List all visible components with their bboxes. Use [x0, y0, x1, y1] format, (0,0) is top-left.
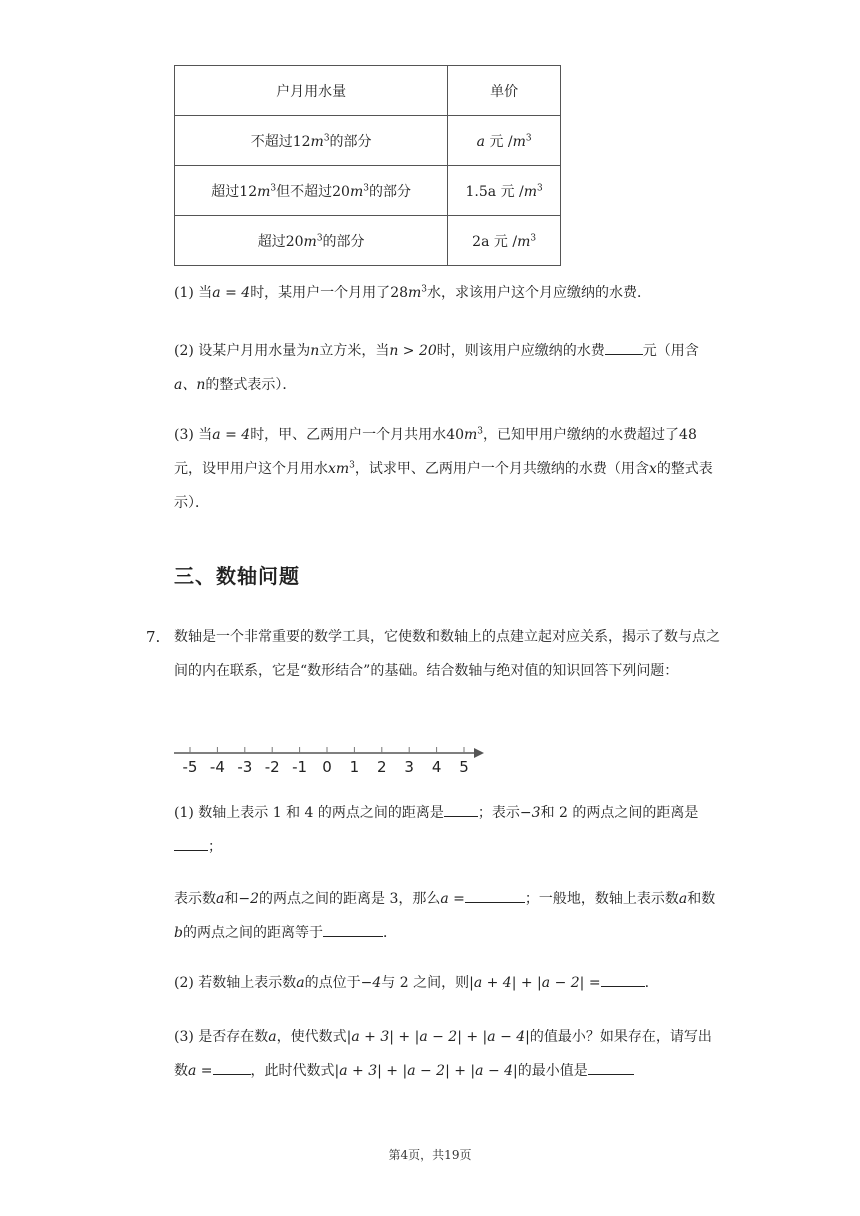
problem-number: 7.	[146, 628, 161, 646]
number-line-tick-label: 3	[404, 758, 414, 776]
part-1b: 表示数a和−2的两点之间的距离是 3，那么a = ；一般地，数轴上表示数a和数b的两点之间的距离等于 ．	[174, 891, 716, 941]
usage-cell: 超过$12m^3$但不超过$20m^3$的部分	[175, 166, 448, 216]
number-line-svg	[174, 738, 494, 778]
table-row	[175, 166, 561, 216]
number-line-tick-label: 1	[349, 758, 360, 776]
price-cell: a 元 $/m^3$	[448, 116, 561, 166]
part-1: (1) 数轴上表示 1 和 4 的两点之间的距离是 ；表示−3和 2 的两点之间的距离是；	[174, 805, 699, 855]
answer-blank[interactable]	[323, 924, 383, 937]
water-price-table	[174, 65, 561, 266]
number-line-tick-label: 2	[377, 758, 387, 776]
answer-blank[interactable]	[465, 890, 525, 903]
header-price: 单价	[448, 66, 561, 116]
price-cell: 2a 元 $/m^3$	[448, 216, 561, 266]
table-row	[175, 116, 561, 166]
answer-blank[interactable]	[174, 838, 208, 851]
part-3: (3) 是否存在数a，使代数式|a + 3| + |a − 2| + |a − 4|的值最小？如果存在，请写出数a = ，此时代数式|a + 3| + |a − 2| + |a − 4|的最小值是	[174, 1029, 712, 1079]
answer-blank[interactable]	[588, 1062, 634, 1075]
number-line-tick-label: -3	[237, 758, 253, 776]
question-3: (3) 当a = 4时，甲、乙两用户一个月共用水$40m^3$，已知甲用户缴纳的水费超过了48元，设甲用户这个月用水$xm^3$，试求甲、乙两用户一个月共缴纳的水费（用含x的整式表示）．	[174, 426, 713, 511]
question-1: (1) 当a = 4时，某用户一个月用了$28m^3$水，求该用户这个月应缴纳的水费．	[174, 284, 652, 301]
price-cell: 1.5a 元 $/m^3$	[448, 166, 561, 216]
number-line-tick-label: 0	[322, 758, 332, 776]
page-footer: 第4页，共19页	[388, 1148, 472, 1162]
section-title: 三、数轴问题	[174, 564, 300, 588]
number-line-tick-label: -5	[182, 758, 198, 776]
problem-7-intro: 数轴是一个非常重要的数学工具，它使数和数轴上的点建立起对应关系，揭示了数与点之间的内在联系，它是“数形结合”的基础。结合数轴与绝对值的知识回答下列问题：	[174, 629, 720, 679]
answer-blank[interactable]	[444, 804, 478, 817]
number-line-tick-label: -2	[264, 758, 280, 776]
question-2: (2) 设某户月用水量为n立方米，当n > 20时，则该用户应缴纳的水费 元（用含a、n的整式表示）．	[174, 343, 699, 393]
usage-cell: 超过$20m^3$的部分	[175, 216, 448, 266]
arrow-right-icon	[474, 748, 484, 758]
number-line-tick-label: -1	[292, 758, 308, 776]
answer-blank[interactable]	[213, 1062, 251, 1075]
answer-blank[interactable]	[605, 342, 643, 355]
number-line-tick-label: 5	[459, 758, 469, 776]
part-2: (2) 若数轴上表示数a的点位于−4与 2 之间，则|a + 4| + |a − 2| = .	[174, 975, 650, 991]
usage-cell: 不超过$12m^3$的部分	[175, 116, 448, 166]
table-header-row	[175, 66, 561, 116]
table-row	[175, 216, 561, 266]
number-line-tick-label: -4	[209, 758, 225, 776]
number-line-tick-label: 4	[431, 758, 442, 776]
number-line	[174, 738, 494, 778]
answer-blank[interactable]	[601, 974, 645, 987]
header-usage: 户月用水量	[175, 66, 448, 116]
